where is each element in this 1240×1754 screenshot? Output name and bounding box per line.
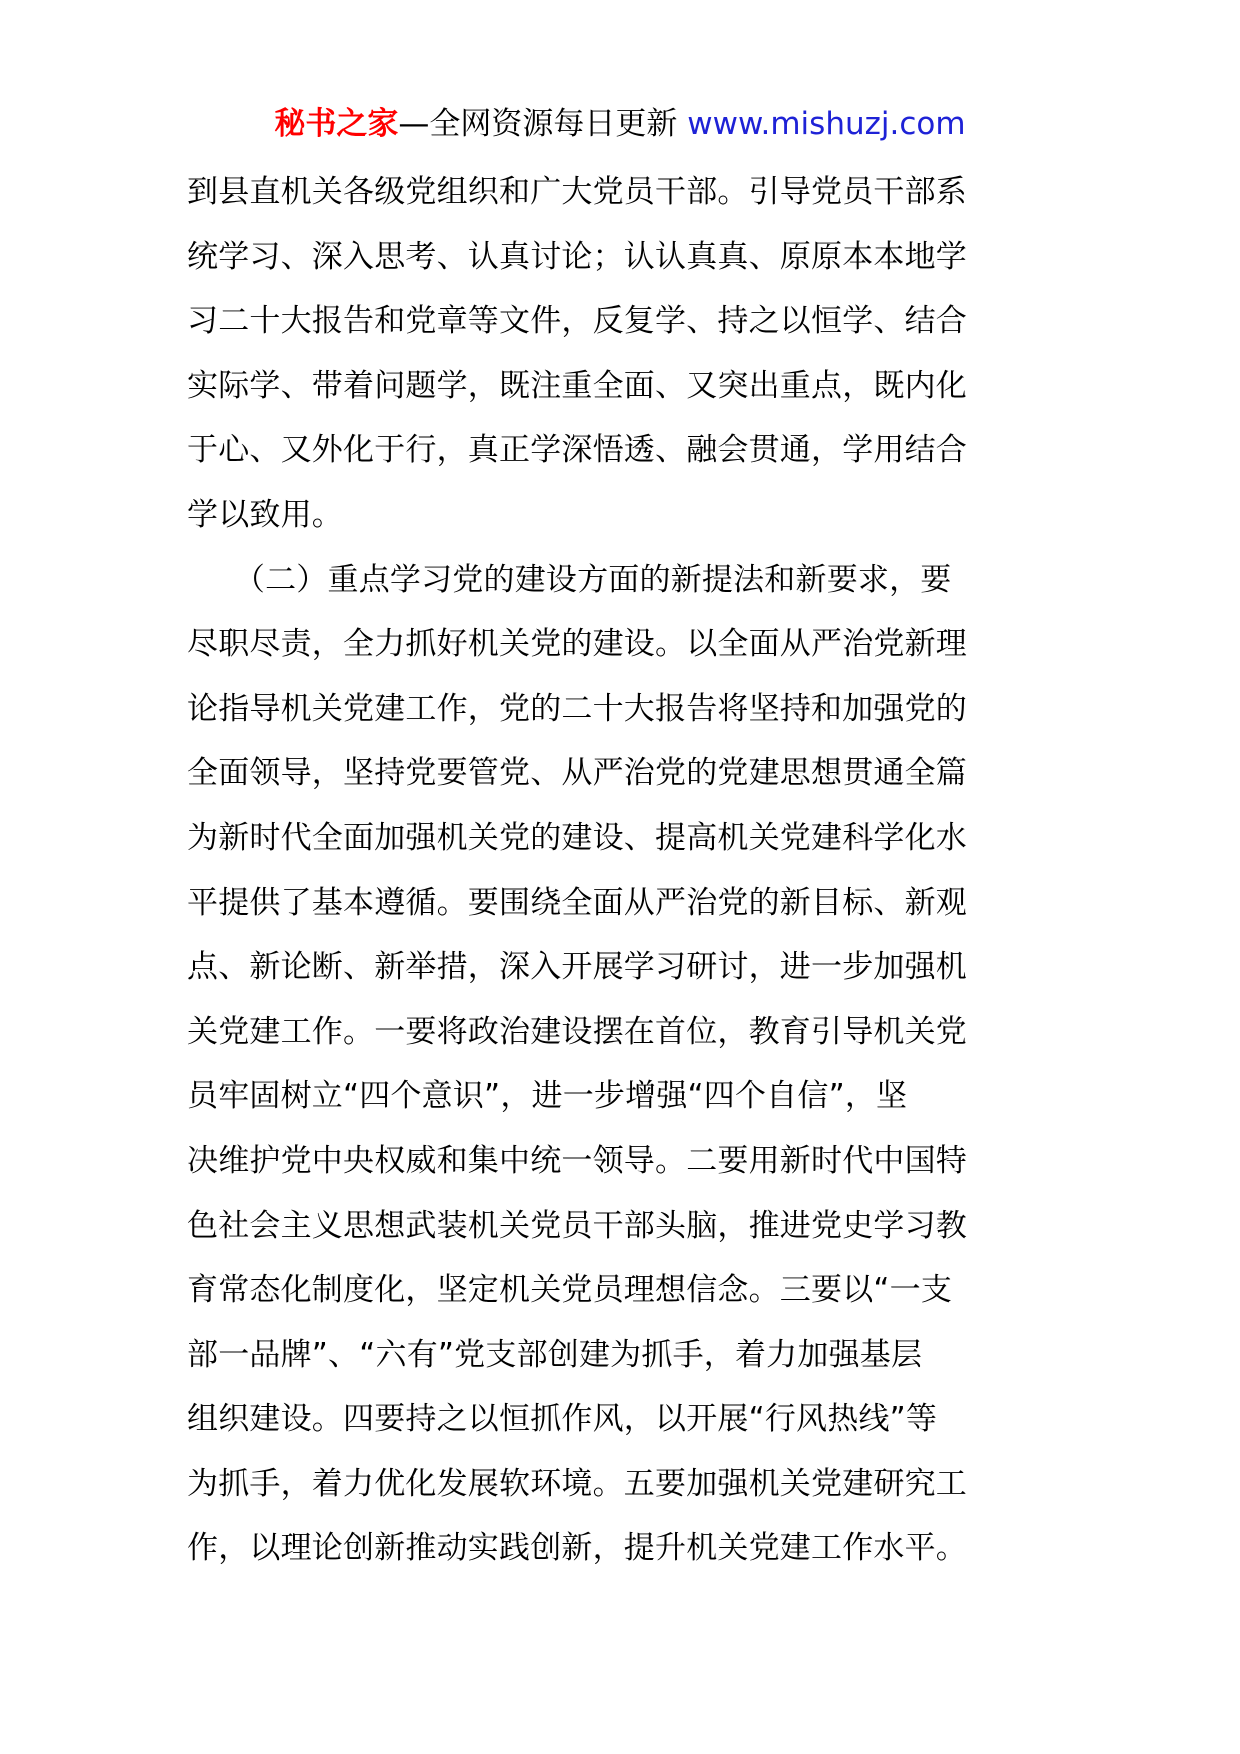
- text-line: 尽职尽责，全力抓好机关党的建设。以全面从严治党新理: [187, 626, 967, 663]
- text-line: 色社会主义思想武装机关党员干部头脑，推进党史学习教: [187, 1207, 967, 1244]
- header-url-link[interactable]: www.mishuzj.com: [687, 106, 966, 142]
- paragraph-1: [187, 160, 1053, 548]
- text-line: 到县直机关各级党组织和广大党员干部。引导党员干部系: [187, 174, 967, 210]
- header-tagline: —全网资源每日更新: [398, 106, 688, 142]
- text-line: 统学习、深入思考、认真讨论；认认真真、原原本本地学: [187, 238, 967, 275]
- text-line: （二）重点学习党的建设方面的新提法和新要求，要: [187, 561, 952, 598]
- text-line: 决维护党中央权威和集中统一领导。二要用新时代中国特: [187, 1142, 967, 1179]
- text-line: 实际学、带着问题学，既注重全面、又突出重点，既内化: [187, 367, 967, 404]
- text-line: 全面领导，坚持党要管党、从严治党的党建思想贯通全篇: [187, 755, 967, 792]
- text-line: 习二十大报告和党章等文件，反复学、持之以恒学、结合: [187, 303, 967, 340]
- text-line: 员牢固树立“四个意识”，进一步增强“四个自信”，坚: [187, 1078, 908, 1115]
- text-line: 论指导机关党建工作，党的二十大报告将坚持和加强党的: [187, 690, 967, 727]
- paragraph-2: [187, 548, 1053, 1582]
- text-line: 部一品牌”、“六有”党支部创建为抓手，着力加强基层: [187, 1336, 923, 1373]
- document-body: [187, 160, 1053, 1581]
- page-header: [0, 100, 1240, 148]
- text-line: 为抓手，着力优化发展软环境。五要加强机关党建研究工: [187, 1465, 967, 1502]
- text-line: 平提供了基本遵循。要围绕全面从严治党的新目标、新观: [187, 884, 967, 921]
- text-line: 作，以理论创新推动实践创新，提升机关党建工作水平。: [187, 1530, 967, 1567]
- text-line: 点、新论断、新举措，深入开展学习研讨，进一步加强机: [187, 949, 967, 986]
- text-line: 组织建设。四要持之以恒抓作风，以开展“行风热线”等: [187, 1401, 938, 1438]
- header-brand: 秘书之家: [274, 106, 399, 142]
- text-line: 育常态化制度化，坚定机关党员理想信念。三要以“一支: [187, 1272, 953, 1309]
- text-line: 学以致用。: [187, 496, 343, 533]
- text-line: 于心、又外化于行，真正学深悟透、融会贯通，学用结合: [187, 432, 967, 469]
- text-line: 为新时代全面加强机关党的建设、提高机关党建科学化水: [187, 819, 967, 856]
- text-line: 关党建工作。一要将政治建设摆在首位，教育引导机关党: [187, 1013, 967, 1050]
